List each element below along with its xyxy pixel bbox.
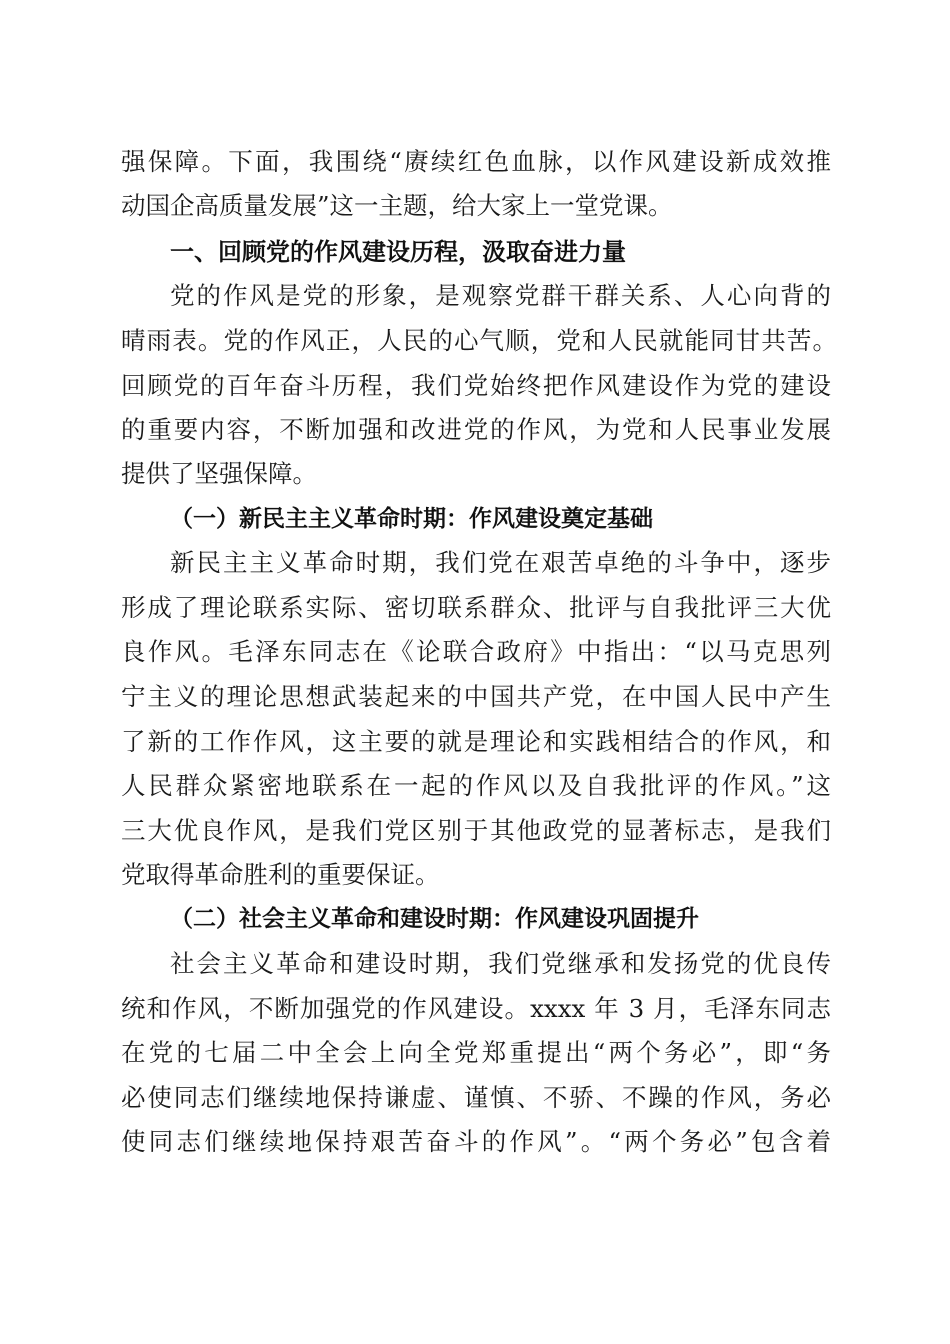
section1-line-5: 提供了坚强保障。 [121,459,317,488]
subsection-heading-2: （二）社会主义革命和建设时期：作风建设巩固提升 [170,905,699,932]
section1-line-4: 的重要内容，不断加强和改进党的作风，为党和人民事业发展 [121,415,831,444]
section1-line-1: 党的作风是党的形象，是观察党群干群关系、人心向背的 [170,281,831,310]
subsection1-line-3: 良作风。毛泽东同志在《论联合政府》中指出：“以马克思列 [121,637,831,666]
intro-line-1: 强保障。下面，我围绕“赓续红色血脉，以作风建设新成效推 [121,147,831,176]
section1-line-2: 晴雨表。党的作风正，人民的心气顺，党和人民就能同甘共苦。 [121,326,837,355]
subsection2-line-3: 在党的七届二中全会上向全党郑重提出“两个务必”，即“务 [121,1038,831,1067]
subsection1-line-4: 宁主义的理论思想武装起来的中国共产党，在中国人民中产生 [121,682,831,711]
intro-line-2: 动国企高质量发展”这一主题，给大家上一堂党课。 [121,191,673,220]
subsection1-line-6: 人民群众紧密地联系在一起的作风以及自我批评的作风。”这 [121,771,831,800]
section-heading-1: 一、回顾党的作风建设历程，汲取奋进力量 [170,238,626,266]
subsection2-line-2: 统和作风，不断加强党的作风建设。xxxx 年 3 月，毛泽东同志 [121,994,831,1023]
subsection1-line-8: 党取得革命胜利的重要保证。 [121,860,440,889]
subsection1-line-1: 新民主主义革命时期，我们党在艰苦卓绝的斗争中，逐步 [170,548,831,577]
subsection1-line-7: 三大优良作风，是我们党区别于其他政党的显著标志，是我们 [121,816,831,845]
subsection2-line-5: 使同志们继续地保持艰苦奋斗的作风”。“两个务必”包含着 [121,1127,831,1156]
subsection1-line-5: 了新的工作作风，这主要的就是理论和实践相结合的作风，和 [121,727,831,756]
section1-line-3: 回顾党的百年奋斗历程，我们党始终把作风建设作为党的建设 [121,371,831,400]
subsection1-line-2: 形成了理论联系实际、密切联系群众、批评与自我批评三大优 [121,593,831,622]
subsection2-line-1: 社会主义革命和建设时期，我们党继承和发扬党的优良传 [170,949,831,978]
subsection2-line-4: 必使同志们继续地保持谦虚、谨慎、不骄、不躁的作风，务必 [121,1083,831,1112]
subsection-heading-1: （一）新民主主义革命时期：作风建设奠定基础 [170,505,653,532]
